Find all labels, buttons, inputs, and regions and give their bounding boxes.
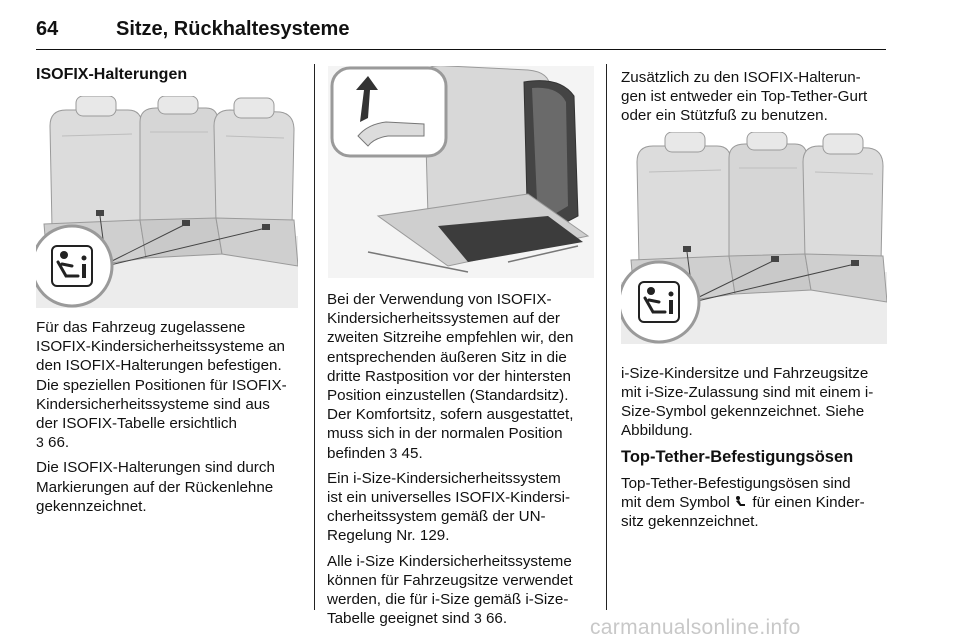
chapter-title: Sitze, Rückhaltesysteme [116,18,350,40]
seat-adjustment-figure [328,66,594,278]
i-size-symbol-paragraph: i-Size-Kindersitze und Fahrzeugsitze mit i-Size-Zulassung sind mit einem i- Size-Symbol gekennzeichnet. Siehe Abbildung. [621,364,874,440]
seat-position-paragraph: Bei der Verwendung von ISOFIX- Kindersicherheitssystemen auf der zweiten Sitzreihe empfehlen wir, den entsprechenden äußeren Sitz in die dritte Rastposition vor der hintersten Position einzustellen (Standardsitz). Der Komfortsitz, sofern ausgestattet, muss sich in der normalen Position befinden 3 45. [327,291,574,462]
top-tether-paragraph: Top-Tether-Befestigungsösen sind mit dem Symbol für einen Kinder- sitz gekennzeichnet. [621,474,865,531]
column-3-text [621,68,887,537]
column-divider-right [606,64,607,610]
page-reference-icon: 3 [389,444,398,461]
i-size-definition-paragraph: Ein i-Size-Kindersicherheitssystem ist ein universelles ISOFIX-Kindersi- cherheitssystem gemäß der UN- Regelung Nr. 129. [327,469,571,545]
page-reference-icon: 3 [473,610,482,627]
isofix-marking-paragraph: Die ISOFIX-Halterungen sind durch Markierungen auf der Rückenlehne gekennzeichnet. [36,459,275,515]
i-size-usage-paragraph: Alle i-Size Kindersicherheitssysteme können für Fahrzeugsitze verwendet werden, die für i-Size gemäß i-Size- Tabelle geeignet sind 3 66. [327,552,573,628]
watermark: carmanualsonline.info [590,616,801,639]
page-reference[interactable]: 66. [48,434,70,452]
page-header [36,8,886,50]
column-2-text [327,290,593,634]
isofix-intro-paragraph: Für das Fahrzeug zugelassene ISOFIX-Kindersicherheitssysteme an den ISOFIX-Halterungen befestigen. Die speziellen Positionen für ISOFIX- Kindersicherheitssysteme sind aus der ISOFIX-Tabelle ersichtlich 3 66. [36,319,287,452]
column-divider-left [314,64,315,610]
top-tether-intro-paragraph: Zusätzlich zu den ISOFIX-Halterun- gen ist entweder ein Top-Tether-Gurt oder ein Stützfuß zu benutzen. [621,69,868,125]
top-tether-heading: Top-Tether-Befestigungsösen [621,448,854,467]
section-title: ISOFIX-Halterungen [36,66,188,83]
isofix-seats-figure [36,96,298,308]
top-tether-symbol-icon [734,493,748,512]
page-reference[interactable]: 66. [485,610,508,628]
page-reference[interactable]: 45. [401,444,423,462]
page-number: 64 [36,18,59,40]
column-1-text [36,318,302,522]
page-reference-icon: 3 [36,434,44,451]
